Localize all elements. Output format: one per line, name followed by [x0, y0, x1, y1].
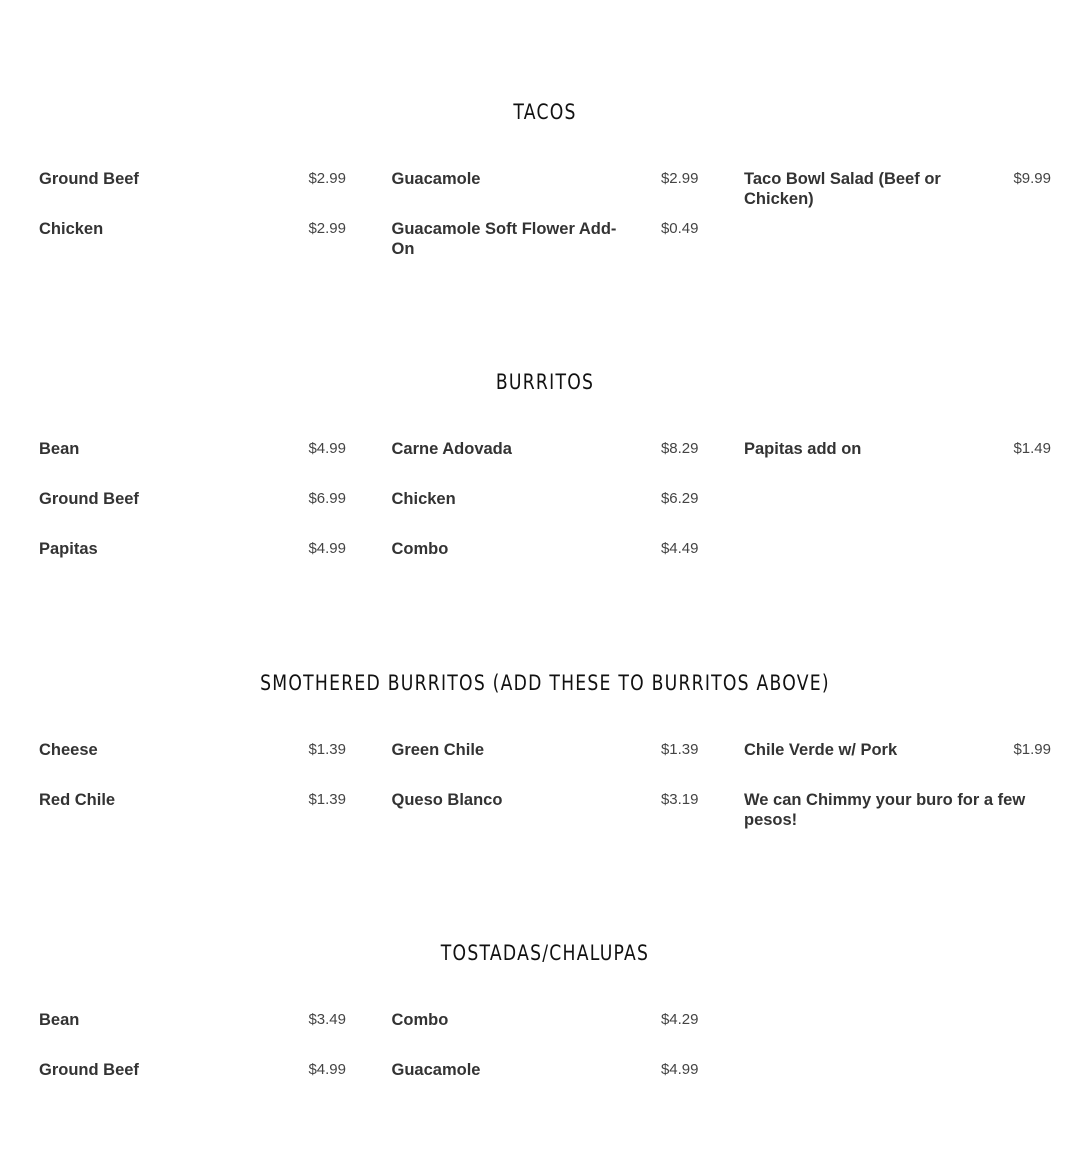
menu-item [39, 1060, 346, 1100]
item-name: Ground Beef [39, 170, 139, 188]
menu-column [744, 740, 1051, 830]
item-price: $4.99 [308, 440, 346, 457]
menu-item [392, 1010, 699, 1050]
menu-grid [39, 1010, 1051, 1100]
menu-item [39, 539, 346, 579]
menu-column [39, 1010, 346, 1100]
item-price: $2.99 [308, 220, 346, 237]
section-smothered-burritos [39, 670, 1051, 829]
menu-column [744, 169, 1051, 259]
menu-item [392, 790, 699, 830]
item-name: Combo [391, 540, 449, 558]
menu-item [744, 740, 1051, 780]
item-price: $6.29 [660, 490, 699, 507]
menu-item [744, 439, 1051, 479]
menu-grid [39, 439, 1051, 579]
menu-column [392, 1010, 699, 1100]
menu-item [39, 169, 346, 209]
item-price: $1.49 [1013, 440, 1051, 457]
item-name: Chicken [391, 490, 456, 508]
item-name: We can Chimmy your buro for a few pesos! [744, 791, 1026, 829]
menu-item [39, 740, 346, 780]
section-title: BURRITOS [495, 370, 595, 394]
menu-column [39, 169, 346, 259]
menu-column [392, 169, 699, 259]
section-title: SMOTHERED BURRITOS (ADD THESE TO BURRITOS ABOVE) [260, 671, 830, 695]
section-tostadas-chalupas [39, 940, 1051, 1079]
item-name: Papitas [39, 540, 98, 558]
item-name: Chile Verde w/ Pork [744, 741, 898, 759]
menu-item [39, 439, 346, 479]
item-price: $1.99 [1013, 741, 1051, 758]
menu-grid [39, 740, 1051, 830]
item-price: $8.29 [660, 440, 699, 457]
item-price: $1.39 [660, 741, 699, 758]
item-price: $4.99 [308, 540, 346, 557]
item-name: Guacamole [391, 1061, 481, 1079]
item-name: Bean [39, 1011, 80, 1029]
menu-item [392, 1060, 699, 1100]
menu-item [39, 1010, 346, 1050]
item-price: $4.99 [308, 1061, 346, 1078]
item-name: Papitas add on [744, 440, 862, 458]
item-name: Guacamole Soft Flower Add-On [391, 220, 617, 258]
item-name: Combo [391, 1011, 449, 1029]
item-name: Red Chile [39, 791, 116, 809]
item-name: Carne Adovada [391, 440, 512, 458]
menu-column [39, 740, 346, 830]
section-title: TACOS [513, 100, 577, 124]
menu-column [39, 439, 346, 579]
item-name: Guacamole [391, 170, 481, 188]
menu-item [392, 219, 699, 259]
menu-grid [39, 169, 1051, 259]
section-title: TOSTADAS/CHALUPAS [440, 941, 650, 965]
item-name: Cheese [39, 741, 98, 759]
section-tacos [39, 99, 1051, 258]
menu-item [744, 790, 1051, 830]
item-price: $3.19 [660, 791, 699, 808]
item-price: $2.99 [660, 170, 699, 187]
item-price: $4.29 [660, 1011, 699, 1028]
item-name: Green Chile [391, 741, 485, 759]
item-name: Queso Blanco [391, 791, 503, 809]
menu-item [392, 489, 699, 529]
item-price: $1.39 [308, 791, 346, 808]
item-price: $4.49 [660, 540, 699, 557]
menu-item [39, 219, 346, 259]
menu-item [392, 439, 699, 479]
item-price: $4.99 [660, 1061, 699, 1078]
item-price: $1.39 [308, 741, 346, 758]
item-price: $3.49 [308, 1011, 346, 1028]
menu-column [392, 740, 699, 830]
item-price: $2.99 [308, 170, 346, 187]
item-name: Taco Bowl Salad (Beef or Chicken) [744, 170, 941, 208]
menu-column [744, 439, 1051, 579]
item-price: $9.99 [1013, 170, 1051, 187]
menu-item [39, 790, 346, 830]
section-burritos [39, 369, 1051, 558]
menu-item [39, 489, 346, 529]
item-price: $0.49 [660, 220, 699, 237]
item-name: Ground Beef [39, 1061, 139, 1079]
menu-item [392, 169, 699, 209]
item-name: Ground Beef [39, 490, 139, 508]
menu-item [392, 539, 699, 579]
menu-column [744, 1010, 1051, 1100]
menu-item [744, 169, 1051, 209]
item-name: Bean [39, 440, 80, 458]
menu-item [392, 740, 699, 780]
item-name: Chicken [39, 220, 104, 238]
item-price: $6.99 [308, 490, 346, 507]
menu-column [392, 439, 699, 579]
